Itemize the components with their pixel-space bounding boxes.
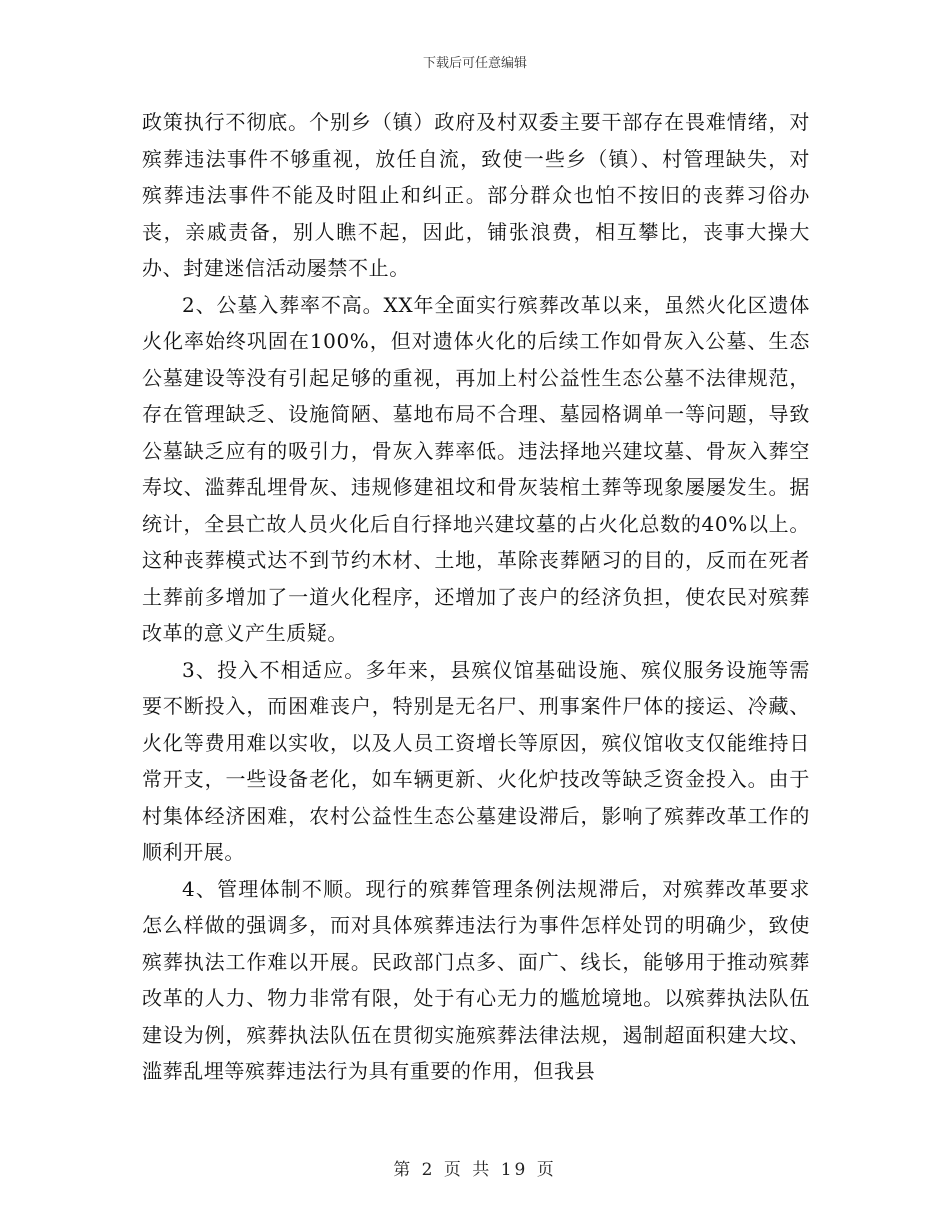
page-header: 下载后可任意编辑 xyxy=(422,56,527,71)
paragraph-investment: 3、投入不相适应。多年来，县殡仪馆基础设施、殡仪服务设施等需要不断投入，而困难丧户，特别是无名尸、刑事案件尸体的接运、冷藏、火化等费用难以实收，以及人员工资增长等原因，殡仪馆收支仅能维持日常开支，一些设备老化，如车辆更新、火化炉技改等缺乏资金投入。由于村集体经济困难，农村公益性生态公墓建设滞后，影响了殡葬改革工作的顺利开展。 xyxy=(142,657,810,864)
page-number-footer: 第 2 页 共 19 页 xyxy=(393,1160,557,1180)
paragraph-continuation: 政策执行不彻底。个别乡（镇）政府及村双委主要干部存在畏难情绪，对殡葬违法事件不够重视，放任自流，致使一些乡（镇）、村管理缺失，对殡葬违法事件不能及时阻止和纠正。部分群众也怕不按旧的丧葬习俗办丧，亲戚责备，别人瞧不起，因此，铺张浪费，相互攀比，丧事大操大办、封建迷信活动屡禁不止。 xyxy=(142,110,810,280)
document-body xyxy=(142,104,810,1090)
paragraph-burial-rate: 2、公墓入葬率不高。XX年全面实行殡葬改革以来，虽然火化区遗体火化率始终巩固在100%，但对遗体火化的后续工作如骨灰入公墓、生态公墓建设等没有引起足够的重视，再加上村公益性生态公墓不法律规范，存在管理缺乏、设施简陋、墓地布局不合理、墓园格调单一等问题，导致公墓缺乏应有的吸引力，骨灰入葬率低。违法择地兴建坟墓、骨灰入葬空寿坟、滥葬乱埋骨灰、违规修建祖坟和骨灰装棺土葬等现象屡屡发生。据统计，全县亡故人员火化后自行择地兴建坟墓的占火化总数的40%以上。这种丧葬模式达不到节约木材、土地，革除丧葬陋习的目的，反而在死者土葬前多增加了一道火化程序，还增加了丧户的经济负担，使农民对殡葬改革的意义产生质疑。 xyxy=(142,292,810,645)
paragraph-management: 4、管理体制不顺。现行的殡葬管理条例法规滞后，对殡葬改革要求怎么样做的强调多，而对具体殡葬违法行为事件怎样处罚的明确少，致使殡葬执法工作难以开展。民政部门点多、面广、线长，能够用于推动殡葬改革的人力、物力非常有限，处于有心无力的尴尬境地。以殡葬执法队伍建设为例，殡葬执法队伍在贯彻实施殡葬法律法规，遏制超面积建大坟、滥葬乱埋等殡葬违法行为具有重要的作用，但我县 xyxy=(142,876,810,1083)
